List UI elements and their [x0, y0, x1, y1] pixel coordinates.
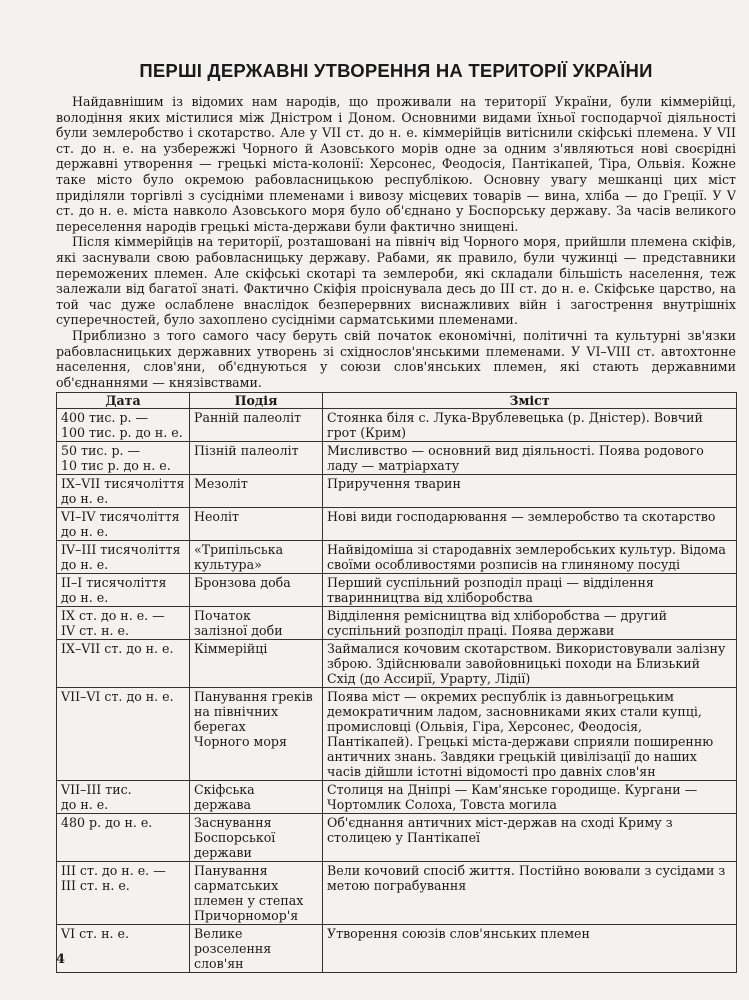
table-row: [57, 688, 737, 781]
column-header-event: Подія: [190, 393, 323, 409]
column-header-content: Зміст: [323, 393, 737, 409]
cell-content: Утворення союзів слов'янських племен: [323, 925, 737, 973]
cell-date: 400 тис. р. — 100 тис. р. до н. е.: [57, 409, 190, 442]
cell-content: Приручення тварин: [323, 475, 737, 508]
cell-date: VII–III тис. до н. е.: [57, 781, 190, 814]
table-row: [57, 814, 737, 862]
cell-event: Велике розселення слов'ян: [190, 925, 323, 973]
table-row: [57, 409, 737, 442]
table-row: [57, 475, 737, 508]
cell-content: Об'єднання античних міст-держав на сході Криму з столицею у Пантікапеї: [323, 814, 737, 862]
table-row: [57, 574, 737, 607]
cell-date: VI–IV тисячоліття до н. е.: [57, 508, 190, 541]
cell-date: II–I тисячоліття до н. е.: [57, 574, 190, 607]
page-title: ПЕРШІ ДЕРЖАВНІ УТВОРЕННЯ НА ТЕРИТОРІЇ УКРАЇНИ: [139, 60, 653, 81]
page: [56, 60, 736, 973]
intro-text: [56, 94, 736, 390]
cell-content: Мисливство — основний вид діяльності. Поява родового ладу — матріархату: [323, 442, 737, 475]
cell-event: Бронзова доба: [190, 574, 323, 607]
cell-event: Мезоліт: [190, 475, 323, 508]
cell-content: Нові види господарювання — землеробство та скотарство: [323, 508, 737, 541]
paragraph: Приблизно з того самого часу беруть свій початок економічні, політичні та культурні зв'язки рабовласницьких державних утворень зі східнослов'янськими племенами. У VI–VIII ст. автохтонне населення, слов'яни, об'єднуються у союзи слов'янських племен, які стають державними об'єднаннями — князівствами.: [56, 327, 736, 390]
cell-event: Початок залізної доби: [190, 607, 323, 640]
cell-content: Столиця на Дніпрі — Кам'янське городище. Кургани — Чортомлик Солоха, Товста могила: [323, 781, 737, 814]
cell-event: Кіммерійці: [190, 640, 323, 688]
cell-date: VI ст. н. е.: [57, 925, 190, 973]
cell-content: Стоянка біля с. Лука-Врублевецька (р. Дністер). Вовчий грот (Крим): [323, 409, 737, 442]
cell-event: Скіфська держава: [190, 781, 323, 814]
cell-content: Відділення ремісництва від хліборобства — другий суспільний розподіл праці. Поява держави: [323, 607, 737, 640]
table-row: [57, 508, 737, 541]
cell-event: Заснування Боспорської держави: [190, 814, 323, 862]
table-row: [57, 862, 737, 925]
cell-date: IX–VII ст. до н. е.: [57, 640, 190, 688]
history-table: [56, 392, 737, 973]
cell-event: «Трипільська культура»: [190, 541, 323, 574]
cell-date: IV–III тисячоліття до н. е.: [57, 541, 190, 574]
cell-date: III ст. до н. е. — III ст. н. е.: [57, 862, 190, 925]
cell-date: 480 р. до н. е.: [57, 814, 190, 862]
cell-content: Вели кочовий спосіб життя. Постійно воювали з сусідами з метою пограбування: [323, 862, 737, 925]
cell-date: 50 тис. р. — 10 тис р. до н. е.: [57, 442, 190, 475]
table-row: [57, 607, 737, 640]
paragraph: Найдавнішим із відомих нам народів, що проживали на території України, були кіммерійці, володіння яких містилися між Дністром і Доном. Основними видами їхньої господарчої діяльності були землеробство і скотарство. Але у VII ст. до н. е. кіммерійців витіснили скіфські племена. У VII ст. до н. е. на узбережжі Чорного й Азовського морів одне за одним з'являються нові своєрідні державні утворення — грецькі міста-колонії: Херсонес, Феодосія, Пантікапей, Тіра, Ольвія. Кожне таке місто було окремою рабовласницькою республікою. Основну увагу мешканці цих міст приділяли торгівлі з сусідніми племенами і вивозу місцевих товарів — вина, хліба — до Греції. У V ст. до н. е. міста навколо Азовського моря було об'єднано у Боспорську державу. За часів великого переселення народів грецькі міста-держави були фактично знищені.: [56, 94, 736, 234]
table-body: [57, 409, 737, 973]
table-header-row: [57, 393, 737, 409]
table-row: [57, 925, 737, 973]
cell-content: Поява міст — окремих республік із давньогрецьким демократичним ладом, засновниками яких стали купці, промисловці (Ольвія, Гіра, Херсонес, Феодосія, Пантікапей). Грецькі міста-держави сприяли поширенню античних знань. Завдяки грецькій цивілізації до наших часів дійшли істотні відомості про давніх слов'ян: [323, 688, 737, 781]
cell-event: Неоліт: [190, 508, 323, 541]
cell-content: Займалися кочовим скотарством. Використовували залізну зброю. Здійснювали завойовницькі походи на Близький Схід (до Ассирії, Урарту, Лідії): [323, 640, 737, 688]
cell-event: Панування сарматських племен у степах Причорномор'я: [190, 862, 323, 925]
cell-event: Панування греків на північних берегах Чорного моря: [190, 688, 323, 781]
cell-content: Найвідоміша зі стародавніх землеробських культур. Відома своїми особливостями розписів на глиняному посуді: [323, 541, 737, 574]
table-row: [57, 541, 737, 574]
table-row: [57, 781, 737, 814]
cell-date: VII–VI ст. до н. е.: [57, 688, 190, 781]
cell-content: Перший суспільний розподіл праці — відділення тваринництва від хліборобства: [323, 574, 737, 607]
table-row: [57, 442, 737, 475]
page-number: 4: [56, 952, 66, 967]
cell-event: Ранній палеоліт: [190, 409, 323, 442]
table-row: [57, 640, 737, 688]
cell-event: Пізній палеоліт: [190, 442, 323, 475]
cell-date: IX ст. до н. е. — IV ст. н. е.: [57, 607, 190, 640]
paragraph: Після кіммерійців на території, розташовані на північ від Чорного моря, прийшли племена скіфів, які заснували свою рабовласницьку державу. Рабами, як правило, були чужинці — представники переможених племен. Але скіфські скотарі та землероби, які складали більшість населення, теж залежали від багатої знаті. Фактично Скіфія проіснувала десь до III ст. до н. е. Скіфське царство, на той час дуже ослаблене внаслідок безперервних виснажливих війн і загострення внутрішніх суперечностей, було захоплено сусідніми сарматськими племенами.: [56, 234, 736, 328]
cell-date: IX–VII тисячоліття до н. е.: [57, 475, 190, 508]
column-header-date: Дата: [57, 393, 190, 409]
